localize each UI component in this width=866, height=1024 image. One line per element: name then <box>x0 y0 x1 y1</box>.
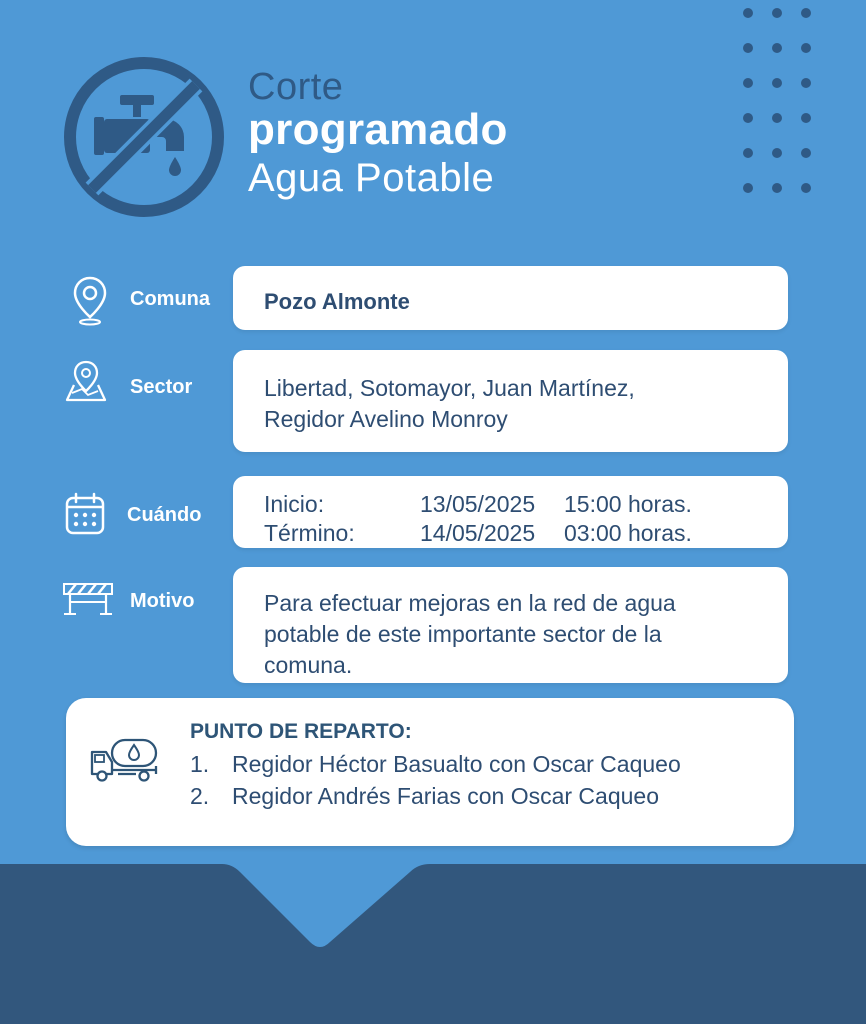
comuna-value: Pozo Almonte <box>264 289 410 314</box>
reparto-card <box>66 698 794 846</box>
decorative-dot <box>743 183 753 193</box>
decorative-dot <box>772 148 782 158</box>
decorative-dot <box>772 8 782 18</box>
decorative-dot <box>743 113 753 123</box>
decorative-dot <box>801 8 811 18</box>
decorative-dot <box>772 113 782 123</box>
motivo-line-3: comuna. <box>264 652 353 678</box>
reparto-title: PUNTO DE REPARTO: <box>190 720 412 743</box>
reparto-item-text: Regidor Héctor Basualto con Oscar Caqueo <box>232 751 681 777</box>
reparto-item <box>190 780 681 812</box>
page-title <box>248 68 508 198</box>
inicio-row <box>264 489 784 518</box>
decorative-dot <box>801 113 811 123</box>
water-truck-icon <box>88 734 160 782</box>
calendar-icon <box>64 492 106 536</box>
motivo-value <box>264 588 676 681</box>
motivo-card <box>233 567 788 683</box>
decorative-dot <box>801 183 811 193</box>
inicio-time: 15:00 horas. <box>564 491 692 517</box>
motivo-line-2: potable de este importante sector de la <box>264 621 662 647</box>
cuando-card <box>233 476 788 548</box>
sector-label: Sector <box>130 376 193 398</box>
cuando-label: Cuándo <box>127 504 202 526</box>
sector-card <box>233 350 788 452</box>
no-water-tap-icon <box>60 53 228 221</box>
decorative-dots <box>735 0 825 200</box>
cuando-schedule <box>264 489 784 547</box>
reparto-item-text: Regidor Andrés Farias con Oscar Caqueo <box>232 783 659 809</box>
decorative-dot <box>801 78 811 88</box>
decorative-dot <box>801 148 811 158</box>
decorative-dot <box>801 43 811 53</box>
map-pin-icon <box>64 359 108 403</box>
reparto-list <box>190 748 681 812</box>
termino-time: 03:00 horas. <box>564 520 692 546</box>
decorative-dot <box>772 183 782 193</box>
inicio-label: Inicio: <box>264 491 325 517</box>
decorative-dot <box>743 8 753 18</box>
title-line-corte: Corte <box>248 66 344 108</box>
comuna-card <box>233 266 788 330</box>
footer-band <box>0 860 866 1024</box>
termino-row <box>264 518 784 547</box>
comuna-label: Comuna <box>130 288 210 310</box>
reparto-item-number: 2. <box>190 783 210 809</box>
decorative-dot <box>743 78 753 88</box>
sector-value <box>264 373 635 435</box>
reparto-item <box>190 748 681 780</box>
termino-date: 14/05/2025 <box>420 520 536 546</box>
reparto-item-number: 1. <box>190 751 210 777</box>
location-pin-icon <box>72 275 108 327</box>
sector-line-2: Regidor Avelino Monroy <box>264 406 508 432</box>
sector-line-1: Libertad, Sotomayor, Juan Martínez, <box>264 375 635 401</box>
decorative-dot <box>772 43 782 53</box>
motivo-line-1: Para efectuar mejoras en la red de agua <box>264 590 676 616</box>
decorative-dot <box>743 148 753 158</box>
inicio-date: 13/05/2025 <box>420 491 536 517</box>
road-barrier-icon <box>62 580 114 616</box>
title-line-programado: programado <box>248 105 508 154</box>
title-line-agua-potable: Agua Potable <box>248 156 495 200</box>
motivo-label: Motivo <box>130 590 195 612</box>
termino-label: Término: <box>264 520 355 546</box>
decorative-dot <box>743 43 753 53</box>
decorative-dot <box>772 78 782 88</box>
